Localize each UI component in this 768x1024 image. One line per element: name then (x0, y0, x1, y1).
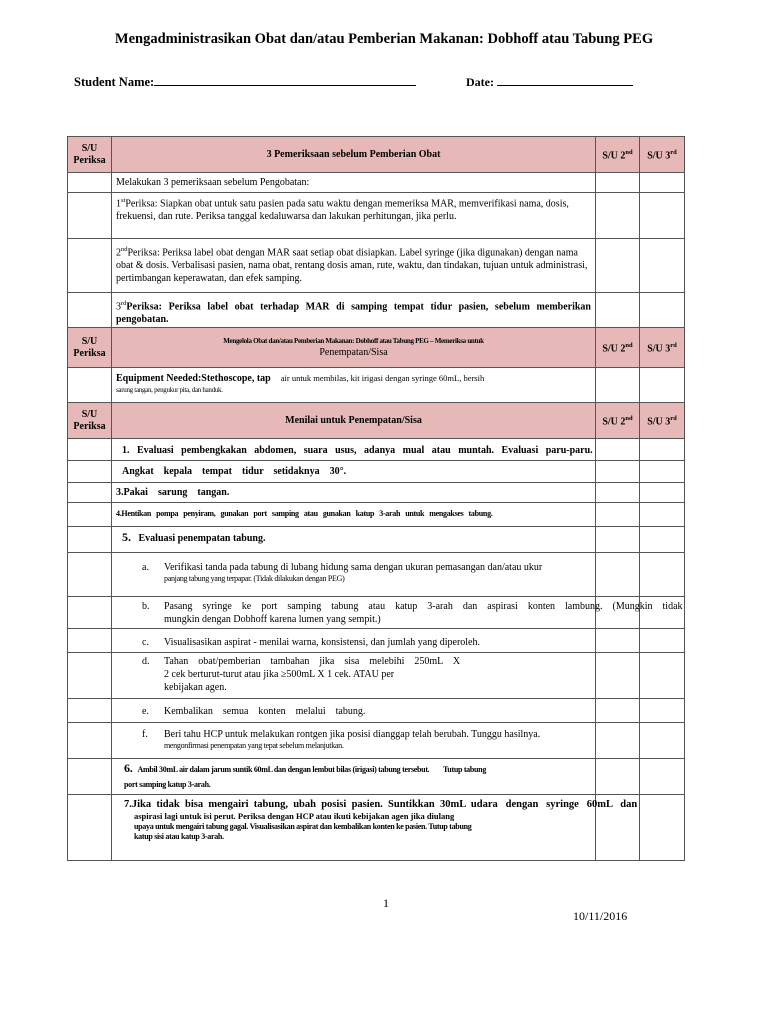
page-number: 1 (383, 896, 389, 910)
step4-text: 4.Hentikan pompa penyiram, gunakan port samping atau gunakan katup 3-arah untuk mengakses tabung. (112, 503, 596, 527)
table-row (68, 597, 685, 629)
checklist-table (67, 136, 685, 861)
table-row (68, 461, 685, 483)
table-row (68, 173, 685, 193)
su-check-header: S/U Periksa (68, 403, 112, 439)
check1-text: 1stPeriksa: Siapkan obat untuk satu pasien pada satu waktu dengan memeriksa MAR, memverifikasi nama, dosis, frekuensi, dan rute. Periksa tanggal kedaluwarsa dan lakukan perhitungan, jika perlu. (112, 193, 596, 239)
step3-text: 3.Pakai sarung tangan. (112, 483, 596, 503)
step1-text: 1. Evaluasi pembengkakan abdomen, suara usus, adanya mual atau muntah. Evaluasi paru-paru. (112, 439, 596, 461)
table-row (68, 653, 685, 699)
table-row (68, 553, 685, 597)
section1-heading: 3 Pemeriksaan sebelum Pemberian Obat (112, 137, 596, 173)
step5a-text: a. Verifikasi tanda pada tabung di lubang hidung sama dengan ukuran pemasangan dan/atau ukur panjang tabung yang terpapar. (Tidak dilakukan dengan PEG) (112, 553, 596, 597)
table-row (68, 293, 685, 328)
table-row (68, 629, 685, 653)
section2-header-row (68, 328, 685, 368)
step6-text: 6. Ambil 30mL air dalam jarum suntik 60mL dan dengan lembut bilas (irigasi) tabung tersebut. Tutup tabung port samping katup 3-arah. (112, 759, 596, 795)
student-name-label: Student Name: (74, 75, 155, 89)
section1-header-row (68, 137, 685, 173)
su-2nd-header: S/U 2nd (596, 403, 640, 439)
equipment-needed: Equipment Needed:Stethoscope, tap air untuk membilas, kit irigasi dengan syringe 60mL, bersih sarung tangan, pengukur pita, dan handuk. (112, 368, 596, 403)
su-3rd-header: S/U 3rd (640, 137, 685, 173)
su-2nd-header: S/U 2nd (596, 137, 640, 173)
step5f-text: f. Beri tahu HCP untuk melakukan rontgen jika posisi dianggap telah berubah. Tunggu hasilnya. mengonfirmasi penempatan yang tepat sebelum melanjutkan. (112, 723, 596, 759)
section1-intro: Melakukan 3 pemeriksaan sebelum Pengobatan: (112, 173, 596, 193)
table-row (68, 527, 685, 553)
step5d-text: d. Tahan obat/pemberian tambahan jika sisa melebihi 250mL X 2 cek berturut-turut atau jika ≥500mL X 1 cek. ATAU per kebijakan agen. (112, 653, 596, 699)
step5e-text: e. Kembalikan semua konten melalui tabung. (112, 699, 596, 723)
check2-text: 2ndPeriksa: Periksa label obat dengan MAR saat setiap obat disiapkan. Label syringe (jika digunakan) dengan nama obat & dosis. Verbalisasi pasien, nama obat, rentang dosis aman, rute, waktu, dan tindakan, tujuan untuk administrasi, pertimbangan keperawatan, dan efek samping. (112, 239, 596, 293)
date-label: Date: (466, 75, 494, 89)
step5b-text: b. Pasang syringe ke port samping tabung atau katup 3-arah dan aspirasi konten lambung. (Mungkin tidak mungkin dengan Dobhoff karena lumen yang sempit.) (112, 597, 596, 629)
section3-heading: Menilai untuk Penempatan/Sisa (112, 403, 596, 439)
table-row (68, 439, 685, 461)
su-3rd-header: S/U 3rd (640, 403, 685, 439)
date-line (497, 73, 633, 86)
step5-text: 5. Evaluasi penempatan tabung. (112, 527, 596, 553)
table-row (68, 759, 685, 795)
footer-date: 10/11/2016 (573, 909, 628, 923)
step5c-text: c. Visualisasikan aspirat - menilai warna, konsistensi, dan jumlah yang diperoleh. (112, 629, 596, 653)
table-row (68, 368, 685, 403)
su-2nd-header: S/U 2nd (596, 328, 640, 368)
table-row (68, 483, 685, 503)
step7-text: 7.Jika tidak bisa mengairi tabung, ubah posisi pasien. Suntikkan 30mL udara dengan syringe 60mL dan aspirasi lagi untuk isi perut. Periksa dengan HCP atau ikuti kebijakan agen jika diulang upaya untuk mengairi tabung gagal. Visualisasikan aspirat dan kembalikan konten ke pasien. Tutup tabung katup sisi atau katup 3-arah. (112, 795, 596, 861)
step2-text: Angkat kepala tempat tidur setidaknya 30°. (112, 461, 596, 483)
table-row (68, 723, 685, 759)
section2-heading: Mengelola Obat dan/atau Pemberian Makanan: Dobhoff atau Tabung PEG – Memeriksa untuk Penempatan/Sisa (112, 328, 596, 368)
student-name-line (154, 73, 416, 86)
su-3rd-header: S/U 3rd (640, 328, 685, 368)
date-field (466, 73, 633, 90)
su-check-header: S/U Periksa (68, 137, 112, 173)
check3-text: 3rdPeriksa: Periksa label obat terhadap MAR di samping tempat tidur pasien, sebelum memberikan pengobatan. (112, 293, 596, 328)
su-check-header: S/U Periksa (68, 328, 112, 368)
table-row (68, 193, 685, 239)
document-title: Mengadministrasikan Obat dan/atau Pemberian Makanan: Dobhoff atau Tabung PEG (114, 31, 654, 47)
table-row (68, 503, 685, 527)
table-row (68, 239, 685, 293)
student-name-field (74, 73, 416, 90)
table-row (68, 699, 685, 723)
table-row (68, 795, 685, 861)
section3-header-row (68, 403, 685, 439)
